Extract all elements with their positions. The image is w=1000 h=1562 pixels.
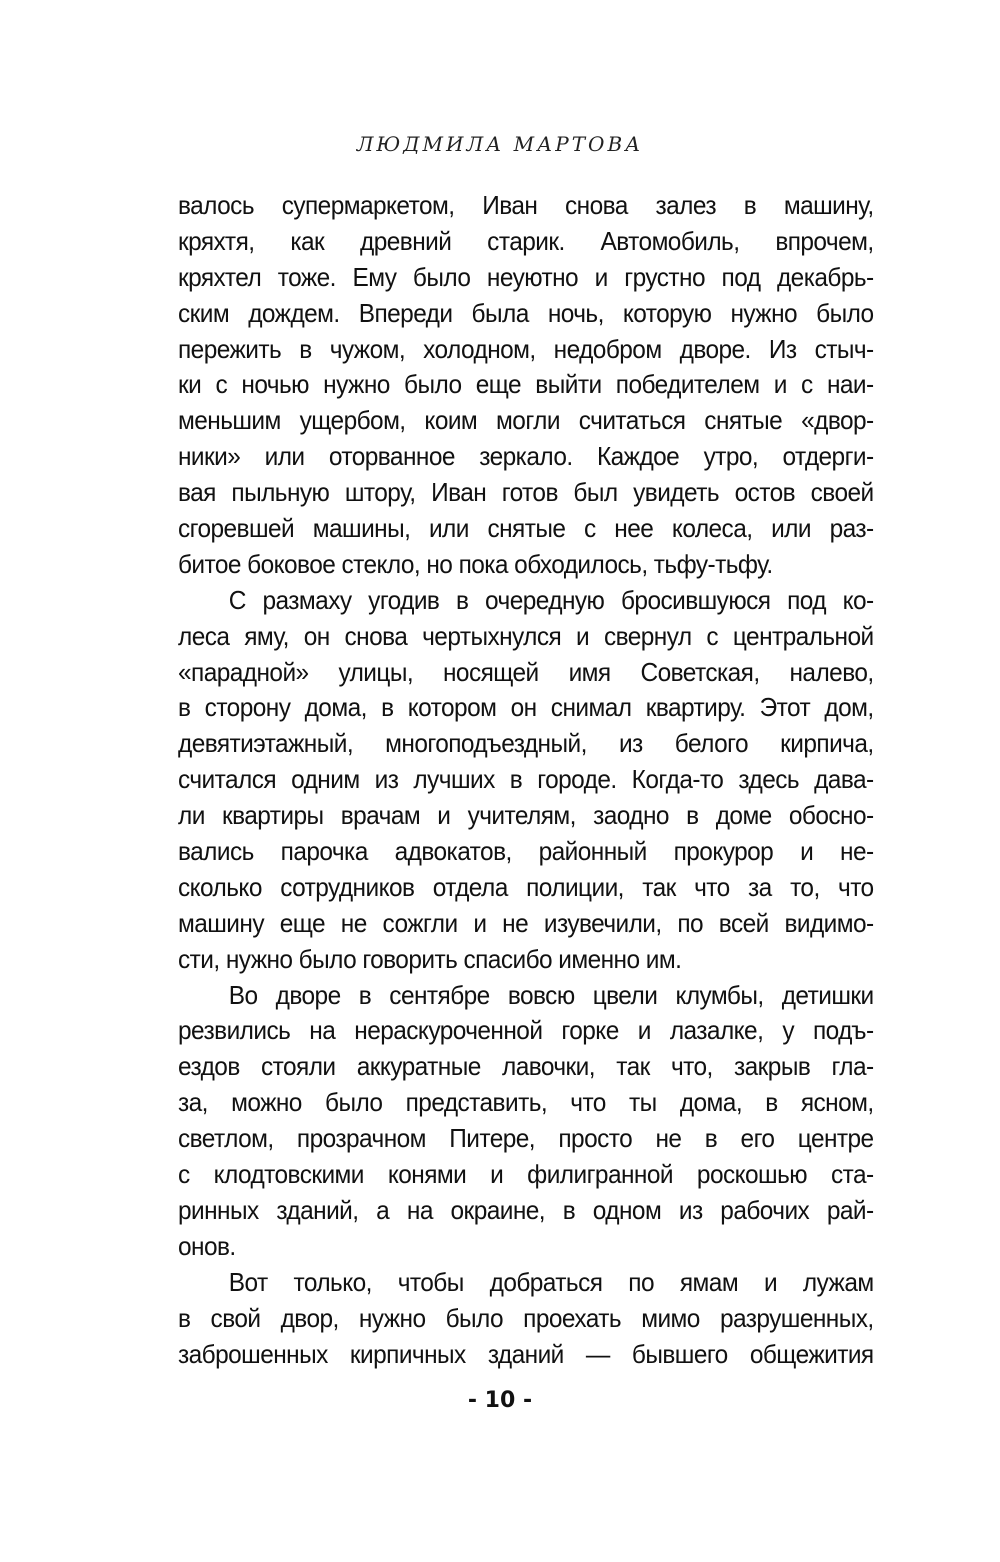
text-line: ским дождем. Впереди была ночь, которую нужно было <box>178 297 874 328</box>
text-line: «парадной» улицы, носящей имя Советская, налево, <box>178 656 874 687</box>
paragraph <box>178 583 874 978</box>
text-line: машину еще не сожгли и не изувечили, по всей видимо- <box>178 907 874 938</box>
text-line: вались парочка адвокатов, районный прокурор и не- <box>178 836 874 867</box>
text-line: валось супермаркетом, Иван снова залез в машину, <box>178 190 874 220</box>
text-line: резвились на нераскуроченной горке и лазалке, у подъ- <box>178 1015 874 1046</box>
text-line: ники» или оторванное зеркало. Каждое утро, отдерги- <box>178 441 874 472</box>
text-line: сти, нужно было говорить спасибо именно им. <box>178 943 682 974</box>
text-line: в сторону дома, в котором он снимал квартиру. Этот дом, <box>178 692 874 723</box>
text-line: битое боковое стекло, но пока обходилось, тьфу-тьфу. <box>178 548 773 579</box>
text-line: вая пыльную штору, Иван готов был увидеть остов своей <box>178 477 874 508</box>
text-line: заброшенных кирпичных зданий — бывшего общежития <box>178 1338 874 1369</box>
text-line: меньшим ущербом, коим могли считаться снятые «двор- <box>178 405 874 436</box>
text-line: считался одним из лучших в городе. Когда-то здесь дава- <box>178 764 874 795</box>
text-line: Во дворе в сентябре вовсю цвели клумбы, детишки <box>228 979 874 1010</box>
text-line: кряхтя, как древний старик. Автомобиль, впрочем, <box>178 225 874 256</box>
text-line: онов. <box>178 1230 236 1261</box>
text-line: Вот только, чтобы добраться по ямам и лужам <box>228 1266 874 1297</box>
paragraph <box>178 188 874 583</box>
text-line: кряхтел тоже. Ему было неуютно и грустно под декабрь- <box>178 261 874 292</box>
text-line: ли квартиры врачам и учителям, заодно в доме обосно- <box>178 800 874 831</box>
page-number: - 10 - <box>467 1388 533 1413</box>
text-line: пережить в чужом, холодном, недобром дворе. Из стыч- <box>178 333 874 364</box>
text-line: за, можно было представить, что ты дома, в ясном, <box>178 1087 874 1118</box>
running-head: ЛЮДМИЛА МАРТОВА <box>356 132 644 156</box>
text-line: с клодтовскими конями и филигранной роскошью ста- <box>178 1159 874 1190</box>
text-line: ездов стояли аккуратные лавочки, так что, закрыв гла- <box>178 1051 874 1082</box>
text-line: в свой двор, нужно было проехать мимо разрушенных, <box>178 1302 874 1333</box>
text-line: ки с ночью нужно было еще выйти победителем и с наи- <box>178 369 874 400</box>
text-line: леса яму, он снова чертыхнулся и свернул с центральной <box>178 620 874 651</box>
paragraph <box>178 978 874 1265</box>
paragraph <box>178 1265 874 1373</box>
text-line: С размаху угодив в очередную бросившуюся под ко- <box>228 584 874 615</box>
text-line: сгоревшей машины, или снятые с нее колеса, или раз- <box>178 513 874 544</box>
body-text <box>178 188 874 1372</box>
text-line: сколько сотрудников отдела полиции, так что за то, что <box>178 871 874 902</box>
text-line: светлом, прозрачном Питере, просто не в его центре <box>178 1123 874 1154</box>
text-line: девятиэтажный, многоподъездный, из белого кирпича, <box>178 728 874 759</box>
text-line: ринных зданий, а на окраине, в одном из рабочих рай- <box>178 1194 874 1225</box>
